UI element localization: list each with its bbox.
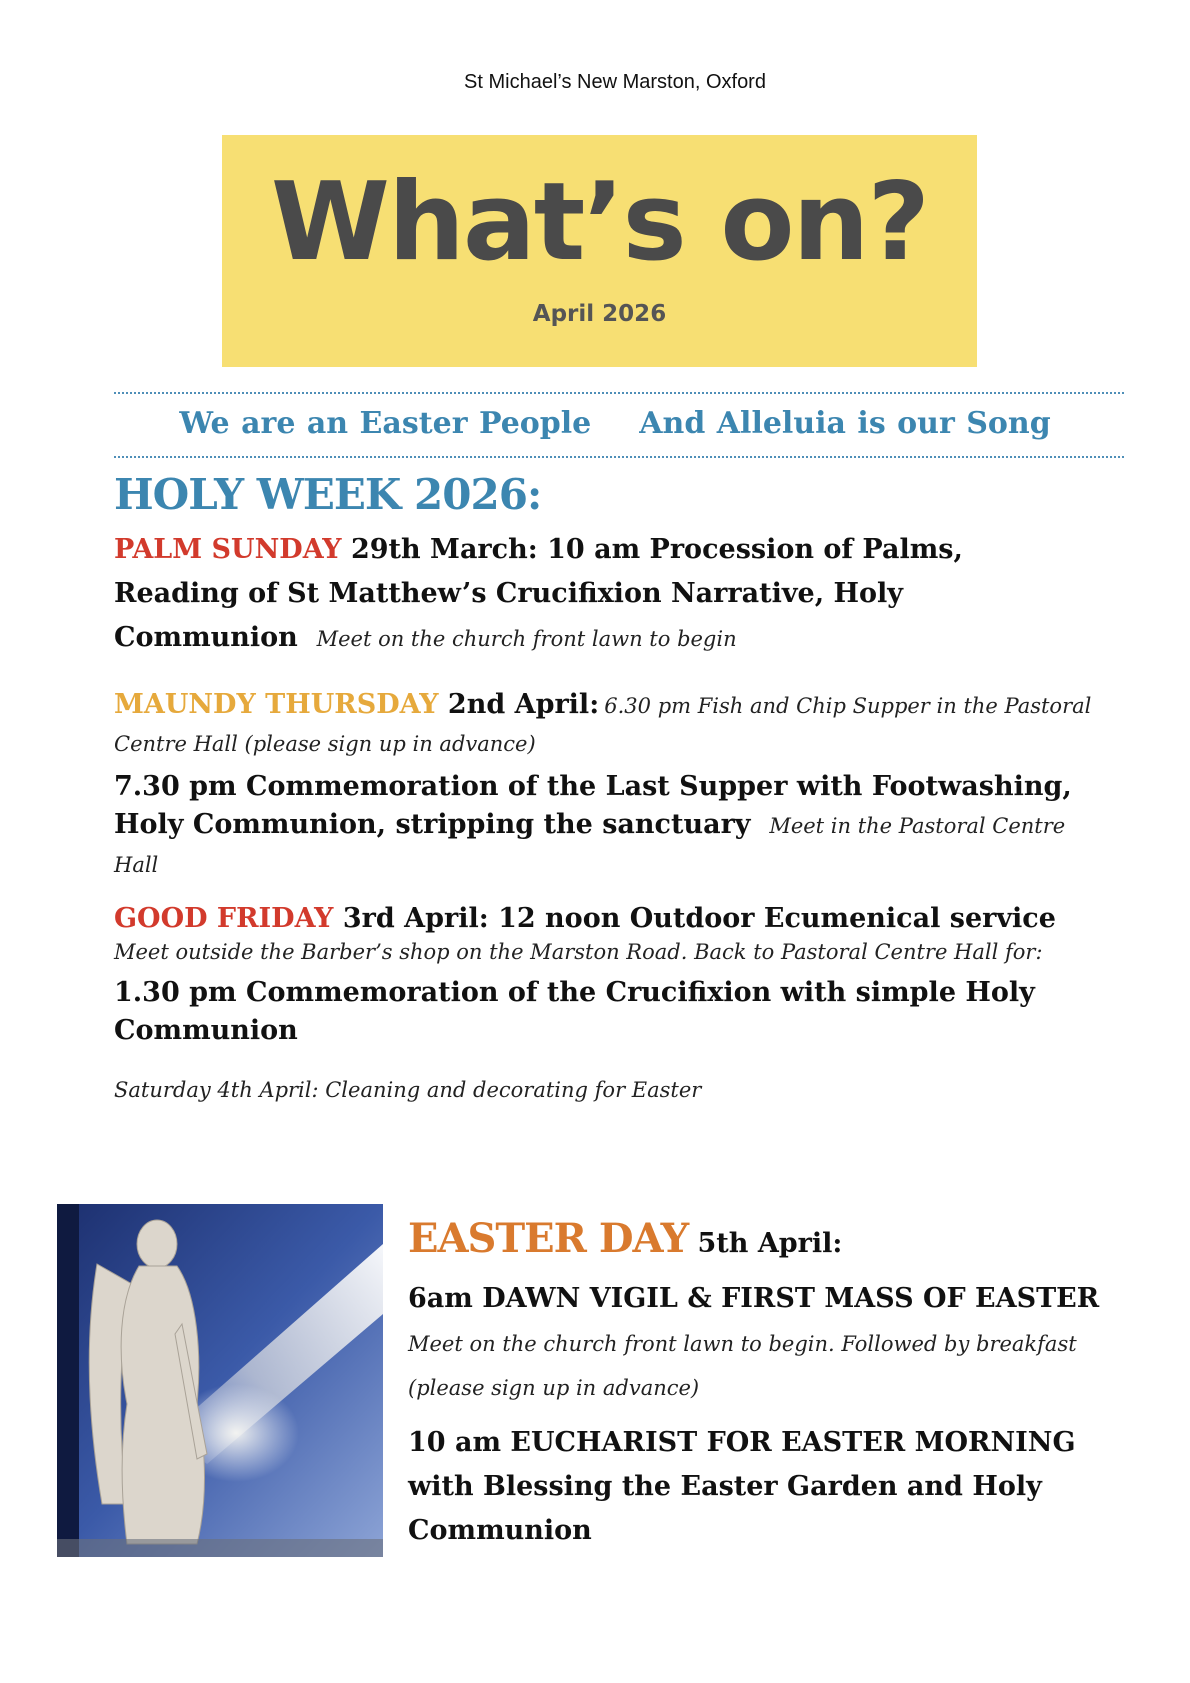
- parish-name: St Michael’s New Marston, Oxford: [464, 71, 766, 93]
- good-friday-text: 3rd April: 12 noon Outdoor Ecumenical service: [333, 903, 1056, 934]
- title-banner: [222, 135, 977, 367]
- page-title: What’s on?: [270, 160, 929, 285]
- easter-day-entry: [408, 1212, 1128, 1553]
- tagline-right: And Alleluia is our Song: [639, 406, 1051, 441]
- good-friday-main: 1.30 pm Commemoration of the Crucifixion with simple Holy Communion: [114, 977, 1035, 1046]
- tagline-left: We are an Easter People: [179, 406, 592, 441]
- divider-bottom: [114, 456, 1124, 458]
- good-friday-label: GOOD FRIDAY: [114, 903, 334, 934]
- maundy-thursday-note-2: Meet in the Pastoral Centre Hall: [114, 814, 1066, 877]
- palm-sunday-text-3: Communion: [114, 622, 298, 653]
- good-friday-entry: [114, 900, 1114, 1050]
- month-label: April 2026: [532, 301, 667, 327]
- maundy-thursday-entry: [114, 683, 1114, 884]
- angel-statue-photo: [57, 1204, 383, 1557]
- palm-sunday-note: Meet on the church front lawn to begin: [316, 627, 737, 651]
- easter-vigil-note: Meet on the church front lawn to begin. Followed by breakfast (please sign up in advance): [408, 1332, 1077, 1400]
- easter-vigil: 6am DAWN VIGIL & FIRST MASS OF EASTER: [408, 1283, 1100, 1314]
- palm-sunday-text-1: 29th March: 10 am Procession of Palms,: [341, 534, 963, 565]
- holy-week-heading: HOLY WEEK 2026:: [114, 470, 542, 519]
- maundy-thursday-main: 7.30 pm Commemoration of the Last Supper with Footwashing, Holy Communion, stripping the sanctuary: [114, 771, 1072, 840]
- palm-sunday-label: PALM SUNDAY: [114, 534, 342, 565]
- divider-top: [114, 392, 1124, 394]
- good-friday-note: Meet outside the Barber’s shop on the Marston Road. Back to Pastoral Centre Hall for:: [114, 940, 1043, 964]
- palm-sunday-text-2: Reading of St Matthew’s Crucifixion Narrative, Holy: [114, 578, 903, 609]
- maundy-thursday-note: 6.30 pm Fish and Chip Supper in the Pastoral Centre Hall (please sign up in advance): [114, 694, 1092, 756]
- easter-day-label: EASTER DAY: [408, 1215, 689, 1262]
- maundy-thursday-label: MAUNDY THURSDAY: [114, 689, 439, 720]
- palm-sunday-entry: [114, 528, 1114, 661]
- saturday-entry: Saturday 4th April: Cleaning and decorating for Easter: [114, 1078, 702, 1102]
- easter-day-date: 5th April:: [688, 1228, 843, 1259]
- easter-eucharist: 10 am EUCHARIST FOR EASTER MORNING with Blessing the Easter Garden and Holy Communion: [408, 1427, 1076, 1546]
- tagline: [0, 406, 1190, 441]
- maundy-thursday-date: 2nd April:: [438, 689, 600, 720]
